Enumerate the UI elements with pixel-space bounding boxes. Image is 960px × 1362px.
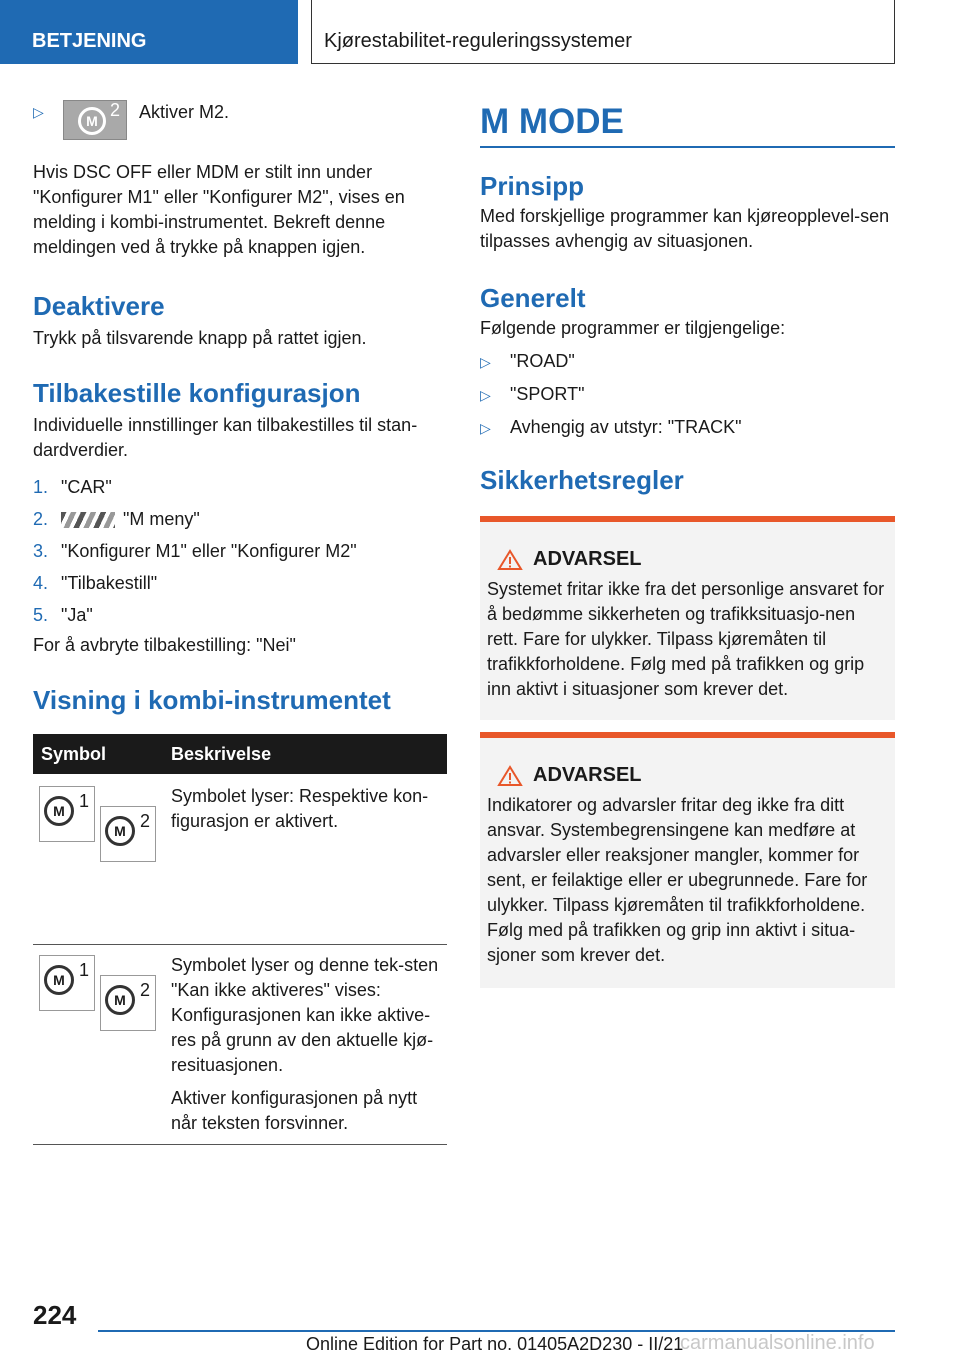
list-item: 5. "Ja"	[33, 605, 93, 625]
deactivate-text: Trykk på tilsvarende knapp på rattet igjen.	[33, 328, 367, 348]
m1-symbol-icon: M 1	[39, 786, 95, 842]
m1-symbol-icon: M 1	[39, 955, 95, 1011]
warning-triangle-icon	[497, 765, 523, 787]
right-column	[480, 100, 895, 988]
m-mode-title: M MODE	[480, 102, 624, 141]
activate-bullet	[33, 100, 447, 148]
warning-text: Systemet fritar ikke fra det personlige ansvaret for å bedømme sikkerheten og trafikksituasjo-nen rett. Fare for ulykker. Tilpass kjøremåten til trafikkforholdene. Følg med på trafikken og grip inn aktivt i situasjoner som krever det.	[487, 579, 885, 699]
edition-note: Online Edition for Part no. 01405A2D230 - II/21	[306, 1334, 684, 1354]
general-text: Følgende programmer er tilgjengelige:	[480, 318, 786, 338]
title-rule	[480, 146, 895, 148]
display-heading: Visning i kombi-instrumentet	[33, 685, 391, 715]
section-tab	[0, 0, 298, 64]
list-item: 2. "M meny"	[33, 509, 200, 529]
warning-triangle-icon	[497, 549, 523, 571]
table-row	[33, 945, 447, 1145]
principle-heading: Prinsipp	[480, 171, 585, 201]
reset-steps	[33, 471, 447, 631]
list-item: ▷ "ROAD"	[480, 345, 895, 378]
table-row	[33, 774, 447, 945]
deactivate-heading: Deaktivere	[33, 291, 165, 321]
watermark: carmanualsonline.info	[680, 1332, 875, 1354]
bullet-triangle-icon: ▷	[480, 354, 491, 370]
m2-symbol-icon: M 2	[100, 975, 156, 1031]
list-item: 1. "CAR"	[33, 477, 112, 497]
reset-text: Individuelle innstillinger kan tilbakestilles til stan-dardverdier.	[33, 415, 418, 460]
program-list	[480, 345, 895, 444]
m-menu-stripes-icon	[61, 512, 115, 528]
bullet-triangle-icon: ▷	[480, 420, 491, 436]
m2-button-icon: M 2	[63, 100, 127, 140]
list-item: ▷ "SPORT"	[480, 378, 895, 411]
general-heading: Generelt	[480, 283, 586, 313]
safety-heading: Sikkerhetsregler	[480, 465, 684, 495]
cancel-text: For å avbryte tilbakestilling: "Nei"	[33, 635, 296, 655]
bullet-triangle-icon: ▷	[33, 104, 44, 120]
activate-text: Aktiver M2.	[139, 102, 230, 122]
symbol-table	[33, 734, 447, 1145]
col-symbol: Symbol	[33, 734, 163, 774]
chapter-tab	[311, 0, 895, 64]
intro-paragraph: Hvis DSC OFF eller MDM er stilt inn under "Konfigurer M1" eller "Konfigurer M2", vises en melding i kombi-instrumentet. Bekreft denne meldingen ved å trykke på knappen igjen.	[33, 162, 405, 257]
warning-title: ADVARSEL	[533, 548, 642, 570]
bullet-triangle-icon: ▷	[480, 387, 491, 403]
list-item: ▷ Avhengig av utstyr: "TRACK"	[480, 411, 895, 444]
warning-box	[480, 516, 895, 720]
principle-text: Med forskjellige programmer kan kjøreopplevel-sen tilpasses avhengig av situasjonen.	[480, 206, 890, 251]
row2-description: Symbolet lyser og denne tek-sten "Kan ikke aktiveres" vises: Konfigurasjonen kan ikke aktive-res på grunn av den aktuelle kjø-resituasjonen.	[171, 955, 439, 1075]
table-header-row	[33, 734, 447, 774]
warning-title: ADVARSEL	[533, 764, 642, 786]
warning-text: Indikatorer og advarsler fritar deg ikke fra ditt ansvar. Systembegrensingene kan medføre at advarsler eller reaksjoner mangler, kommer for sent, er feilaktige eller er ubegrunnede. Fare for ulykker. Tilpass kjøremåten til trafikkforholdene. Følg med på trafikken og grip inn aktivt i situa-sjoner som krever det.	[487, 795, 868, 965]
col-description: Beskrivelse	[163, 734, 447, 774]
left-column	[33, 100, 447, 1145]
chapter-label: Kjørestabilitet-reguleringssystemer	[324, 30, 632, 52]
row1-description: Symbolet lyser: Respektive kon-figurasjon er aktivert.	[171, 786, 429, 831]
page-number: 224	[33, 1300, 77, 1330]
row2-description-note: Aktiver konfigurasjonen på nytt når teksten forsvinner.	[171, 1088, 418, 1133]
list-item: 4. "Tilbakestill"	[33, 573, 158, 593]
m2-symbol-icon: M 2	[100, 806, 156, 862]
list-item: 3. "Konfigurer M1" eller "Konfigurer M2"	[33, 541, 357, 561]
reset-heading: Tilbakestille konfigurasjon	[33, 378, 361, 408]
section-label: BETJENING	[32, 30, 147, 52]
warning-box	[480, 732, 895, 988]
